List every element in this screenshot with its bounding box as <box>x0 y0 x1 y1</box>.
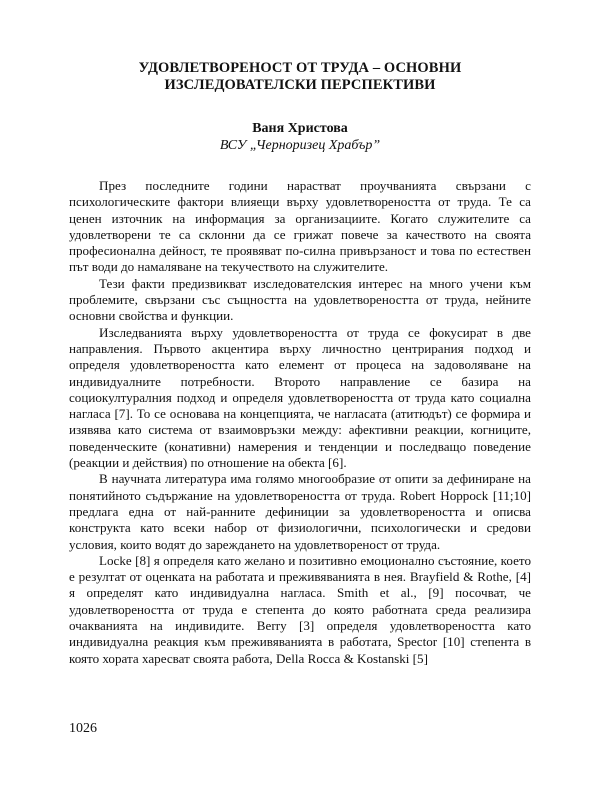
author-affiliation: ВСУ „Черноризец Храбър” <box>219 138 381 153</box>
paragraph: Locke [8] я определя като желано и позитивно емоционално състояние, което е резултат от оценката на работата и преживяванията в нея. Brayfield & Rothe, [4] я определят като индивидуална нагласа. Smith et al., [9] посочват, че удовлетвореността от труда е степента до която работната среда реализира очакванията на индивидите. Berry [3] определя удовлетвореността като индивидуална реакция към преживяванията в работата, Spector [10] степента в която хората харесват своята работа, Della Rocca & Kostanski [5] <box>69 552 531 666</box>
paragraph: В научната литература има голямо многообразие от опити за дефиниране на понятийното съдържание на удовлетвореността от труда. Robert Hoppock [11;10] предлага една от най-ранните дефиниции за удовлетвореността и описва конструкта като всеки набор от физиологични, психологически и средови условия, които водят до зареждането на удовлетвореност от труда. <box>69 471 531 552</box>
paragraph: Изследванията върху удовлетвореността от труда се фокусират в две направления. Първото акцентира върху личностно центрирания подход и определя удовлетвореността като елемент от процеса на задоволяване на индивидуалните потребности. Второто направление се базира на социокултуралния подход и определя удовлетвореността от труда като социална нагласа [7]. То се основава на концепцията, че нагласата (атитюдът) се формира и изявява като система от взаимовръзки между: афективни реакции, когниците, поведенческите (конативни) намерения и тенденции и последващо поведение (реакции и действия) по отношение на обекта [6]. <box>69 324 531 471</box>
page-number: 1026 <box>69 721 97 736</box>
paragraph: През последните години нарастват проучванията свързани с психологическите фактори влияещи върху удовлетвореността от труда. Те са ценен източник на информация за организациите. Когато служителите са удовлетворени те са склонни да се грижат повече за качеството на своята професионална дейност, те проявяват по-силна привързаност и това по естествен път води до намаляване на текучеството на служителите. <box>69 178 531 275</box>
title-line-2: ИЗСЛЕДОВАТЕЛСКИ ПЕРСПЕКТИВИ <box>164 77 436 93</box>
paragraph: Тези факти предизвикват изследователския интерес на много учени към проблемите, свързани със същността на удовлетвореността от труда, нейните основни свойства и функции. <box>69 275 531 324</box>
article-title <box>69 60 531 94</box>
article-body <box>69 178 531 667</box>
article-page <box>69 60 531 667</box>
author-name: Ваня Христова <box>252 121 348 136</box>
title-line-1: УДОВЛЕТВОРЕНОСТ ОТ ТРУДА – ОСНОВНИ <box>138 60 462 76</box>
